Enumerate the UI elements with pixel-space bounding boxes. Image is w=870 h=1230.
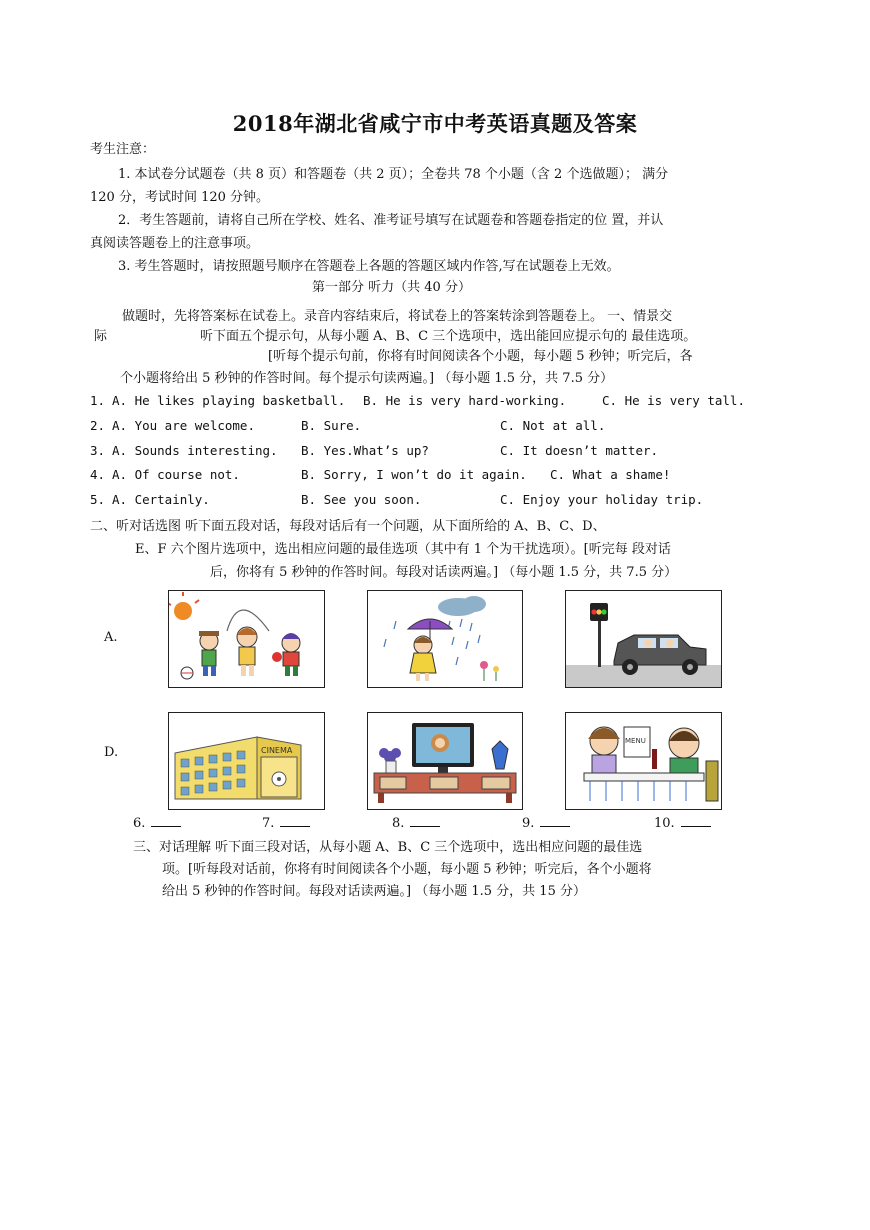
answer-blank-line[interactable] bbox=[280, 814, 310, 827]
picture-a-kids-playing bbox=[168, 590, 325, 688]
question-4-number: 4. bbox=[90, 467, 106, 482]
question-2-option-c: C. Not at all. bbox=[500, 418, 606, 433]
section3-line2: 项。[听每段对话前，你将有时间阅读各个小题，每小题 5 秒钟；听完后，各个小题将 bbox=[162, 862, 652, 877]
question-1-option-a: A. He likes playing basketball. bbox=[112, 393, 346, 408]
notice-item-2-line1: 2．考生答题前，请将自己所在学校、姓名、准考证号填写在试题卷和答题卷指定的位 置，并认 bbox=[118, 213, 664, 228]
picture-e-tv-cabinet bbox=[367, 712, 523, 810]
menu-sign-text: MENU bbox=[625, 737, 646, 745]
notice-heading: 考生注意： bbox=[90, 142, 156, 157]
question-5-option-b: B. See you soon. bbox=[301, 492, 422, 507]
notice-item-1-line2: 120 分，考试时间 120 分钟。 bbox=[90, 190, 270, 205]
notice-item-2-line2: 真阅读答题卷上的注意事项。 bbox=[90, 236, 260, 251]
document-title: 2018年湖北省咸宁市中考英语真题及答案 bbox=[232, 111, 638, 136]
picture-b-rainy-day bbox=[367, 590, 523, 688]
section3-line1: 三、对话理解 听下面三段对话，从每小题 A、B、C 三个选项中，选出相应问题的最佳选 bbox=[133, 840, 643, 855]
part1-intro-line1: 做题时，先将答案标在试卷上。录音内容结束后，将试卷上的答案转涂到答题卷上。 一、情景交 bbox=[122, 309, 673, 324]
answer-blank-label: 9. bbox=[522, 816, 535, 831]
question-1-option-b: B. He is very hard-working. bbox=[363, 393, 567, 408]
question-2-option-a: A. You are welcome. bbox=[112, 418, 255, 433]
picture-f-restaurant bbox=[565, 712, 722, 810]
answer-blank-6 bbox=[133, 814, 181, 831]
question-1-option-c: C. He is very tall. bbox=[602, 393, 745, 408]
question-3-option-b: B. Yes.What’s up? bbox=[301, 443, 429, 458]
part1-intro-line4: 个小题将给出 5 秒钟的作答时间。每个提示句读两遍。] （每小题 1.5 分，共 7.5 分） bbox=[120, 371, 614, 386]
notice-item-3: 3. 考生答题时，请按照题号顺序在答题卷上各题的答题区域内作答,写在试题卷上无效。 bbox=[118, 259, 620, 274]
question-5-number: 5. bbox=[90, 492, 106, 507]
answer-blank-label: 7. bbox=[262, 816, 275, 831]
section2-line2: E、F 六个图片选项中，选出相应问题的最佳选项（其中有 1 个为干扰选项）。[听完每 段对话 bbox=[135, 542, 671, 557]
section2-line3: 后，你将有 5 秒钟的作答时间。每段对话读两遍。] （每小题 1.5 分，共 7.5 分） bbox=[210, 565, 678, 580]
answer-blank-label: 10. bbox=[654, 816, 675, 831]
question-2-option-b: B. Sure. bbox=[301, 418, 362, 433]
section2-line1: 二、听对话选图 听下面五段对话，每段对话后有一个问题，从下面所给的 A、B、C、D、 bbox=[90, 519, 606, 534]
question-1-number: 1. bbox=[90, 393, 106, 408]
question-4-option-c: C. What a shame! bbox=[550, 467, 671, 482]
question-5-option-c: C. Enjoy your holiday trip. bbox=[500, 492, 704, 507]
option-label-a: A. bbox=[104, 630, 118, 645]
part1-intro-line2a: 际 bbox=[94, 329, 108, 344]
question-3-number: 3. bbox=[90, 443, 106, 458]
answer-blank-line[interactable] bbox=[540, 814, 570, 827]
answer-blank-label: 6. bbox=[133, 816, 146, 831]
answer-blank-10 bbox=[654, 814, 711, 831]
picture-d-cinema bbox=[168, 712, 325, 810]
answer-blank-7 bbox=[262, 814, 310, 831]
question-3-option-a: A. Sounds interesting. bbox=[112, 443, 278, 458]
part1-intro-line3: [听每个提示句前，你将有时间阅读各个小题，每小题 5 秒钟；听完后，各 bbox=[268, 349, 693, 364]
part1-intro-line2b: 听下面五个提示句，从每小题 A、B、C 三个选项中，选出能回应提示句的 最佳选项。 bbox=[200, 329, 697, 344]
notice-item-1-line1: 1. 本试卷分试题卷（共 8 页）和答题卷（共 2 页）；全卷共 78 个小题（含 2 个选做题）； 满分 bbox=[118, 167, 669, 182]
answer-blank-line[interactable] bbox=[410, 814, 440, 827]
section3-line3: 给出 5 秒钟的作答时间。每段对话读两遍。] （每小题 1.5 分，共 15 分） bbox=[162, 884, 586, 899]
answer-blank-line[interactable] bbox=[151, 814, 181, 827]
question-3-option-c: C. It doesn’t matter. bbox=[500, 443, 659, 458]
answer-blank-8 bbox=[392, 814, 440, 831]
cinema-sign-text: CINEMA bbox=[261, 746, 293, 755]
option-label-d: D. bbox=[104, 745, 119, 760]
part1-heading: 第一部分 听力（共 40 分） bbox=[312, 280, 471, 295]
question-4-option-a: A. Of course not. bbox=[112, 467, 240, 482]
question-4-option-b: B. Sorry, I won’t do it again. bbox=[301, 467, 527, 482]
answer-blank-label: 8. bbox=[392, 816, 405, 831]
question-2-number: 2. bbox=[90, 418, 106, 433]
picture-c-car-traffic-light bbox=[565, 590, 722, 688]
question-5-option-a: A. Certainly. bbox=[112, 492, 210, 507]
answer-blank-line[interactable] bbox=[681, 814, 711, 827]
answer-blank-9 bbox=[522, 814, 570, 831]
